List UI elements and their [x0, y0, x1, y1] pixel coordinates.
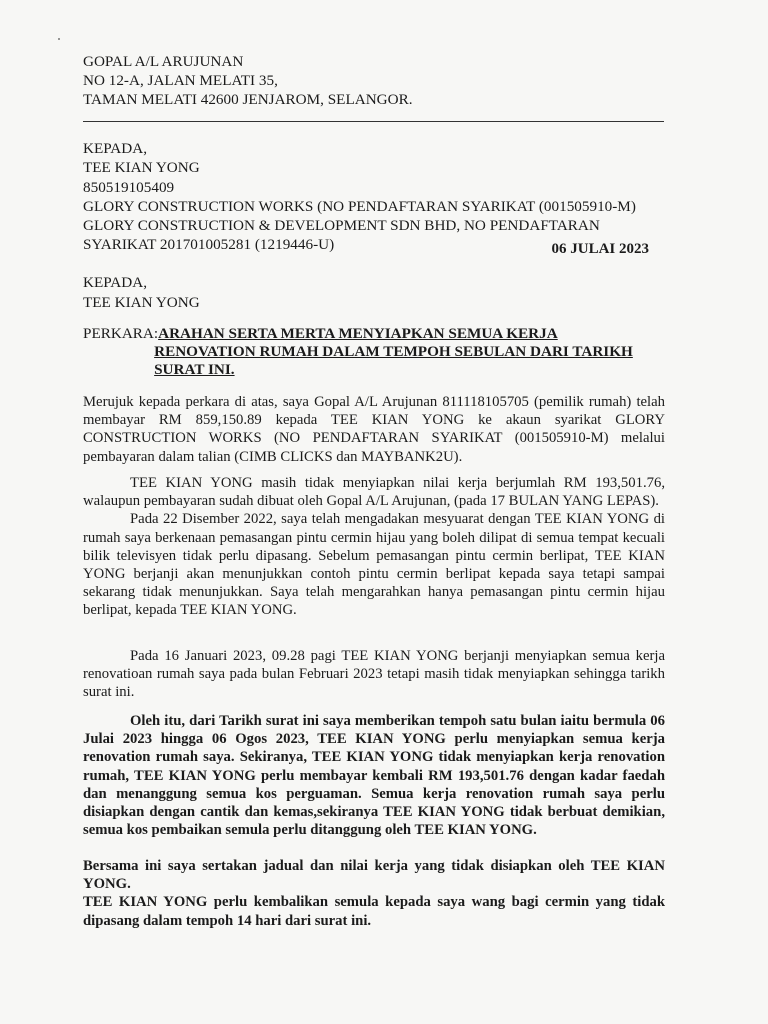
paragraph-2	[83, 474, 665, 620]
greeting-block	[83, 273, 200, 312]
recipient-company-2a: GLORY CONSTRUCTION & DEVELOPMENT SDN BHD, NO PENDAFTARAN	[83, 217, 600, 235]
greeting-salutation: KEPADA,	[83, 274, 147, 291]
paragraph-1	[83, 393, 665, 466]
paragraph-5a-text: Bersama ini saya sertakan jadual dan nilai kerja yang tidak disiapkan oleh TEE KIAN YONG.	[83, 858, 665, 893]
recipient-ic: 850519105409	[83, 178, 175, 196]
recipient-name: TEE KIAN YONG	[83, 159, 200, 177]
subject-text	[154, 325, 658, 379]
paragraph-3-text: Pada 16 Januari 2023, 09.28 pagi TEE KIAN YONG berjanji menyiapkan semua kerja renovatioan rumah saya pada bulan Februari 2023 tetapi masih tidak menyiapkan sehingga tarikh surat ini.	[83, 648, 665, 701]
paragraph-3	[83, 647, 665, 702]
header-divider	[83, 121, 664, 122]
sender-address-line-1: NO 12-A, JALAN MELATI 35,	[83, 72, 278, 89]
subject-line-2: RENOVATION RUMAH DALAM TEMPOH SEBULAN DARI TARIKH	[154, 343, 633, 360]
paragraph-4	[83, 712, 665, 839]
greeting-name: TEE KIAN YONG	[83, 293, 200, 311]
subject-line-3: SURAT INI.	[154, 361, 235, 378]
recipient-block	[83, 139, 636, 255]
paragraph-4-text: Oleh itu, dari Tarikh surat ini saya memberikan tempoh satu bulan iaitu bermula 06 Julai 2023 hingga 06 Ogos 2023, TEE KIAN YONG perlu menyiapkan semua kerja renovation rumah saya. Sekiranya, TEE KIAN YONG tidak menyiapkan kerja renovation rumah, TEE KIAN YONG perlu membayar kembali RM 193,501.76 dengan kadar faedah dan menanggung semua kos perguaman. Semua kerja renovation rumah saya perlu disiapkan dengan cantik dan kemas,sekiranya TEE KIAN YONG tidak berbuat demikian, semua kos pembaikan semula perlu ditanggung oleh TEE KIAN YONG.	[83, 713, 665, 839]
paragraph-2a-text: TEE KIAN YONG masih tidak menyiapkan nilai kerja berjumlah RM 193,501.76, walaupun pembayaran sudah dibuat oleh Gopal A/L Arujunan, (pada 17 BULAN YANG LEPAS).	[83, 475, 665, 510]
paragraph-5	[83, 857, 665, 930]
recipient-company-2b: SYARIKAT 201701005281 (1219446-U)	[83, 236, 335, 254]
paragraph-2b-text: Pada 22 Disember 2022, saya telah mengadakan mesyuarat dengan TEE KIAN YONG di rumah saya berkenaan pemasangan pintu cermin hijau yang boleh dilipat di semua tempat kecuali bilik televisyen tidak perlu dipasang. Sebelum pemasangan pintu cermin berlipat, TEE KIAN YONG berjanji akan menunjukkan contoh pintu cermin berlipat kepada saya tetapi sampai sekarang tidak menunjukkan. Saya telah mengarahkan hanya pemasangan pintu cermin hijau berlipat, kepada TEE KIAN YONG.	[83, 511, 665, 619]
recipient-salutation: KEPADA,	[83, 140, 147, 157]
sender-block	[83, 52, 413, 109]
sender-address-line-2: TAMAN MELATI 42600 JENJAROM, SELANGOR.	[83, 91, 413, 108]
sender-name: GOPAL A/L ARUJUNAN	[83, 53, 244, 70]
letter-date: 06 JULAI 2023	[551, 241, 649, 257]
scan-speck	[58, 38, 60, 40]
paragraph-5b-text: TEE KIAN YONG perlu kembalikan semula kepada saya wang bagi cermin yang tidak dipasang dalam tempoh 14 hari dari surat ini.	[83, 894, 665, 929]
paragraph-1-text: Merujuk kepada perkara di atas, saya Gopal A/L Arujunan 811118105705 (pemilik rumah) telah membayar RM 859,150.89 kepada TEE KIAN YONG ke akaun syarikat GLORY CONSTRUCTION WORKS (NO PENDAFTARAN SYARIKAT (001505910-M) melalui pembayaran dalam talian (CIMB CLICKS dan MAYBANK2U).	[83, 394, 665, 465]
recipient-company-1: GLORY CONSTRUCTION WORKS (NO PENDAFTARAN SYARIKAT (001505910-M)	[83, 197, 636, 215]
subject-line-1: ARAHAN SERTA MERTA MENYIAPKAN SEMUA KERJA	[158, 325, 558, 342]
subject-label: PERKARA:	[83, 325, 159, 342]
subject-block	[83, 325, 658, 379]
